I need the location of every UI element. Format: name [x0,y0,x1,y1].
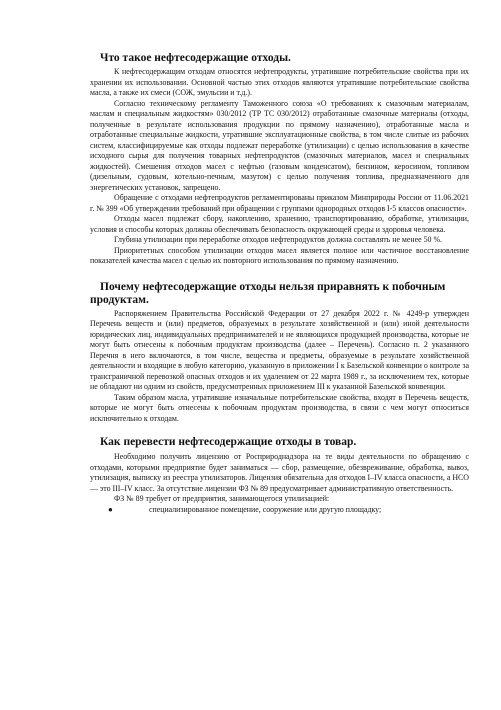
paragraph: Обращение с отходами нефтепродуктов регламентированы приказом Минприроды России от 11.06.2021 г. № 399 «Об утверждении требований при обращении с группами однородных отходов I-5 классов опасности». [90,193,469,213]
paragraph: ФЗ № 89 требует от предприятия, занимающегося утилизацией: [114,494,330,503]
bullet-icon: ● [108,504,113,514]
paragraph: Таким образом масла, утратившие изначальные потребительские свойства, входят в Перечень веществ, которые не могут быть отнесены к побочным продуктам производства, в связи с чем могут относиться исключительно к отходам. [90,392,469,423]
section-heading: Почему нефтесодержащие отходы нельзя приравнять к побочным продуктам. [90,280,446,306]
paragraph: Отходы масел подлежат сбору, накоплению, хранению, транспортированию, обработке, утилизации, условия и способы которых должны обеспечивать безопасность окружающей среды и здоровья человека. [90,214,469,234]
list-item-text: специализированное помещение, сооружение или другую площадку; [149,504,382,514]
paragraph: Необходимо получить лицензию от Росприроднадзора на те виды деятельности по обращению с отходами, которыми предприятие будет заниматься — сбор, размещение, обезвреживание, обработка, вывоз, утилизация, выписку из реестра утилизаторов. Лицензия обязательна для отходов I–IV класса опасности, а НСО — это III–IV класс. За отсутствие лицензии ФЗ № 89 предусматривает административную ответственность. [90,452,469,493]
paragraph: К нефтесодержащим отходам относятся нефтепродукты, утратившие потребительские свойства при их хранении их использовании. Основной частью этих отходов являются утратившие потребительские свойства масла, а также их смеси (СОЖ, эмульсии и т.д.). [90,67,469,97]
list-item [90,505,469,516]
paragraph: Согласно техническому регламенту Таможенного союза «О требованиях к смазочным материалам, маслам и специальным жидкостям» 030/2012 (ТР ТС 030/2012) отработанные смазочные материалы (отходы, полученные в результате использования продукции по прямому назначению), отработанные масла и отработанные специальные жидкости, утратившие эксплуатационные свойства, в том числе слитые из рабочих систем, классифицируемые как отходы подлежат переработке (утилизации) с целью использования в качестве исходного сырья для получения товарных нефтепродуктов (смазочных материалов, масел и специальных жидкостей). Смешения отходов масел с нефтью (газовым конденсатом), бензином, керосином, топливом (дизельным, судовым, котельно-печным, мазутом) с целью получения топлива, предназначенного для энергетических установок, запрещено. [90,98,469,192]
paragraph: Приоритетных способом утилизации отходов масел является полное или частичное восстановление показателей качества масел с целью их повторного использования по прямому назначению. [90,245,469,265]
paragraph: Глубина утилизации при переработке отходов нефтепродуктов должна составлять не менее 50 %. [114,235,443,244]
section-heading: Что такое нефтесодержащие отходы. [100,52,291,64]
requirements-list [90,505,469,516]
paragraph: Распоряжением Правительства Российской Федерации от 27 декабря 2022 г. № 4249-р утвержден Перечень веществ и (или) предметов, образуемых в результате хозяйственной и (или) иной деятельности юридических лиц, индивидуальных предпринимателей и не являющихся продукцией производства, которые не могут быть отнесены к побочным продуктам производства (далее – Перечень). Согласно п. 2 указанного Перечня в него включаются, в том числе, вещества и предметы, образуемые в результате хозяйственной деятельности и входящие в любую категорию, указанную в приложении I к Базельской конвенции о контроле за трансграничной перевозкой опасных отходов и их удалением от 22 марта 1989 г., за исключением тех, которые не обладают ни одним из свойств, предусмотренных приложением III к указанной Базельской конвенции. [90,308,469,391]
section-heading: Как перевести нефтесодержащие отходы в товар. [100,436,357,448]
